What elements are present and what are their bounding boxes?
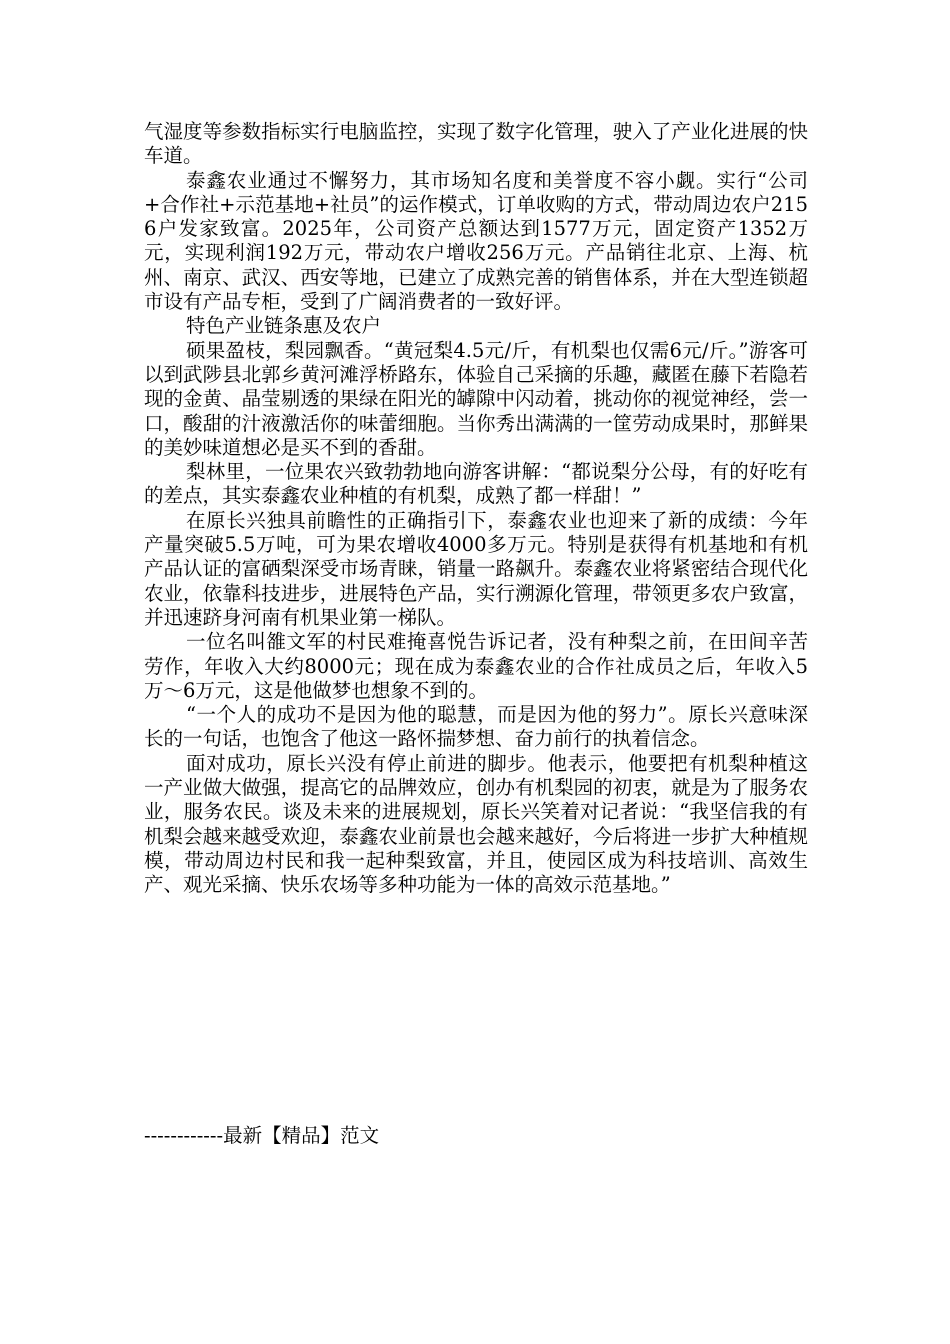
paragraph: 气湿度等参数指标实行电脑监控，实现了数字化管理，驶入了产业化进展的快车道。 <box>144 120 808 168</box>
paragraph: “一个人的成功不是因为他的聪慧，而是因为他的努力”。原长兴意味深长的一句话，也饱含了他这一路怀揣梦想、奋力前行的执着信念。 <box>144 703 808 751</box>
section-heading: 特色产业链条惠及农户 <box>186 314 382 338</box>
paragraph: 在原长兴独具前瞻性的正确指引下，泰鑫农业也迎来了新的成绩：今年产量突破5.5万吨，可为果农增收4000多万元。特别是获得有机基地和有机产品认证的富硒梨深受市场青睐，销量一路飙升。泰鑫农业将紧密结合现代化农业，依靠科技进步，进展特色产品，实行溯源化管理，带领更多农户致富，并迅速跻身河南有机果业第一梯队。 <box>144 508 808 629</box>
paragraph: 面对成功，原长兴没有停止前进的脚步。他表示，他要把有机梨种植这一产业做大做强，提高它的品牌效应，创办有机梨园的初衷，就是为了服务农业，服务农民。谈及未来的进展规划，原长兴笑着对记者说：“我坚信我的有机梨会越来越受欢迎，泰鑫农业前景也会越来越好，今后将进一步扩大种植规模，带动周边村民和我一起种梨致富，并且，使园区成为科技培训、高效生产、观光采摘、快乐农场等多种功能为一体的高效示范基地。” <box>144 751 808 897</box>
paragraph: 梨林里，一位果农兴致勃勃地向游客讲解：“都说梨分公母，有的好吃有的差点，其实泰鑫农业种植的有机梨，成熟了都一样甜！” <box>144 460 808 508</box>
paragraph: 一位名叫雒文军的村民难掩喜悦告诉记者，没有种梨之前，在田间辛苦劳作，年收入大约8000元；现在成为泰鑫农业的合作社成员之后，年收入5万～6万元，这是他做梦也想象不到的。 <box>144 630 808 702</box>
paragraph: 硕果盈枝，梨园飘香。“黄冠梨4.5元/斤，有机梨也仅需6元/斤。”游客可以到武陟县北郭乡黄河滩浮桥路东，体验自己采摘的乐趣，藏匿在藤下若隐若现的金黄、晶莹剔透的果绿在阳光的罅隙中闪动着，挑动你的视觉神经，尝一口，酸甜的汁液激活你的味蕾细胞。当你秀出满满的一筐劳动成果时，那鲜果的美妙味道想必是买不到的香甜。 <box>144 338 808 459</box>
footer-text: ------------最新【精品】范文 <box>144 1124 380 1147</box>
document-body <box>144 120 808 898</box>
paragraph: 泰鑫农业通过不懈努力，其市场知名度和美誉度不容小觑。实行“公司+合作社+示范基地+社员”的运作模式，订单收购的方式，带动周边农户2156户发家致富。2025年，公司资产总额达到1577万元，固定资产1352万元，实现利润192万元，带动农户增收256万元。产品销往北京、上海、杭州、南京、武汉、西安等地，已建立了成熟完善的销售体系，并在大型连锁超市设有产品专柜，受到了广阔消费者的一致好评。 <box>144 168 808 314</box>
